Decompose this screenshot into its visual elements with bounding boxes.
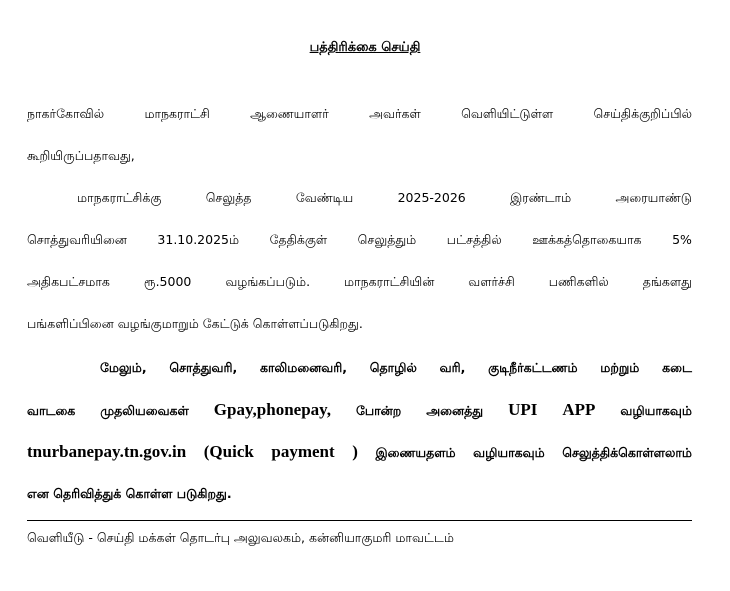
word: தங்களது (642, 274, 692, 289)
word: மாநகராட்சிக்கு (77, 190, 162, 205)
word: செலுத்தும் (357, 232, 417, 247)
footer-credit: வெளியீடு - செய்தி மக்கள் தொடர்பு அலுவலகம், கன்னியாகுமரி மாவட்டம் (27, 530, 454, 545)
word: இணையதளம் (375, 445, 456, 460)
word: payment (271, 442, 335, 461)
word: செலுத்த (205, 190, 252, 205)
word: வழங்கப்படும். (225, 274, 311, 289)
word: காலிமனைவரி, (260, 360, 348, 375)
word: (Quick (203, 442, 254, 461)
paragraph-2-line-4: பங்களிப்பினை வழங்குமாறும் கேட்டுக் கொள்ளப்படுகிறது. (27, 316, 363, 331)
word: ஆணையாளர் (250, 106, 329, 121)
word: அதிகபட்சமாக (27, 274, 110, 289)
paragraph-2-line-3 (27, 274, 692, 291)
footer-divider (27, 520, 692, 521)
word: 31.10.2025ம் (157, 232, 240, 247)
word: tnurbanepay.tn.gov.in (27, 442, 187, 461)
word: அனைத்து (426, 403, 484, 418)
word: நாகர்கோவில் (27, 106, 105, 121)
word: 2025-2026 (397, 190, 466, 205)
word: ) (352, 442, 358, 461)
word: செய்திக்குறிப்பில் (593, 106, 692, 121)
word: APP (562, 400, 596, 419)
word: முதலியவைகள் (100, 403, 189, 418)
word: இரண்டாம் (510, 190, 572, 205)
word: மாநகராட்சி (144, 106, 210, 121)
paragraph-2-line-2 (27, 232, 692, 249)
word: வழியாகவும் (473, 445, 545, 460)
word: தேதிக்குள் (269, 232, 328, 247)
word: வேண்டிய (295, 190, 354, 205)
word: தொழில் (369, 360, 417, 375)
paragraph-1-line-1 (27, 106, 692, 123)
paragraph-3-line-1 (100, 360, 692, 377)
press-release-title: பத்திரிக்கை செய்தி (309, 40, 421, 55)
paragraph-3-line-3 (27, 442, 692, 462)
word: மற்றும் (600, 360, 640, 375)
word: வழியாகவும் (620, 403, 692, 418)
word: பணிகளில் (548, 274, 609, 289)
word: செலுத்திக்கொள்ளலாம் (562, 445, 692, 460)
word: மாநகராட்சியின் (344, 274, 435, 289)
word: ரூ.5000 (143, 274, 192, 289)
word: சொத்துவரியினை (27, 232, 127, 247)
paragraph-1-line-2: கூறியிருப்பதாவது, (27, 148, 135, 163)
word: பட்சத்தில் (446, 232, 502, 247)
paragraph-3-line-2 (27, 400, 692, 420)
word: UPI (508, 400, 538, 419)
word: சொத்துவரி, (169, 360, 238, 375)
word: வாடகை (27, 403, 76, 418)
word: வெளியிட்டுள்ள (461, 106, 554, 121)
word: அரையாண்டு (615, 190, 692, 205)
paragraph-3-line-4: என தெரிவித்துக் கொள்ள படுகிறது. (27, 486, 232, 501)
word: வரி, (439, 360, 466, 375)
word: போன்ற (355, 403, 402, 418)
word: குடிநீர்கட்டணம் (488, 360, 578, 375)
word: ஊக்கத்தொகையாக (532, 232, 642, 247)
word: 5% (672, 232, 692, 247)
word: Gpay,phonepay, (213, 400, 331, 419)
word: மேலும், (100, 360, 147, 375)
word: வளர்ச்சி (468, 274, 515, 289)
word: கடை (662, 360, 692, 375)
paragraph-2-line-1 (77, 190, 692, 207)
word: அவர்கள் (369, 106, 421, 121)
